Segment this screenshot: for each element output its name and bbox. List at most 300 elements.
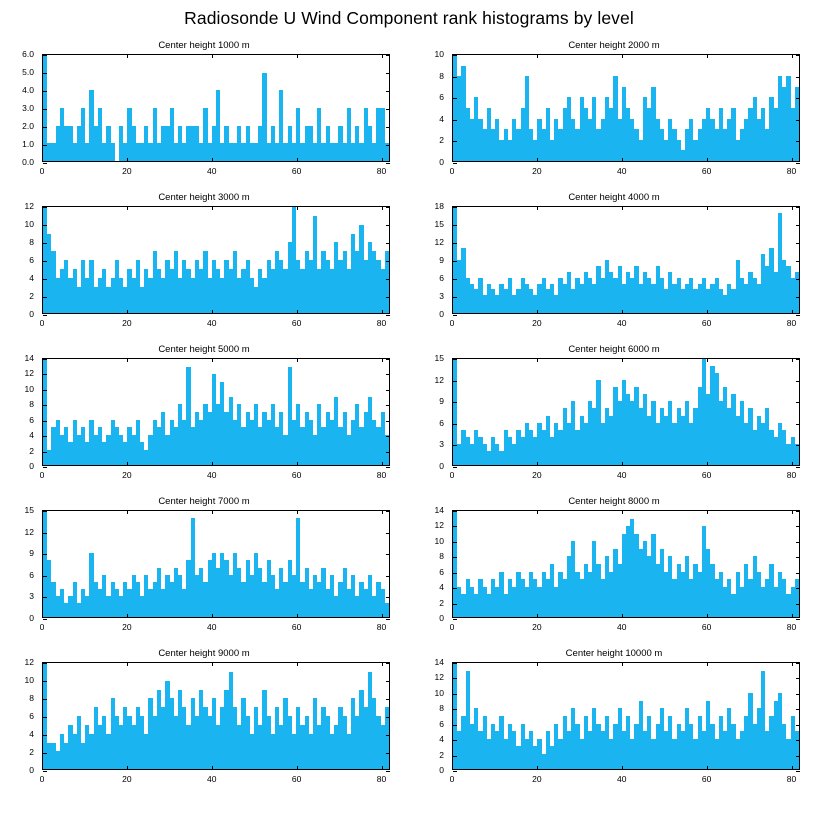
y-tick-mark	[386, 297, 390, 298]
bar-series	[43, 511, 389, 617]
x-tick-label: 40	[617, 774, 627, 784]
y-tick-label: 0	[29, 613, 34, 623]
y-tick-mark	[43, 717, 47, 718]
x-tick-mark	[452, 766, 453, 770]
y-tick-mark	[453, 740, 457, 741]
y-tick-mark	[453, 243, 457, 244]
y-tick-mark	[796, 725, 800, 726]
x-tick-mark	[537, 54, 538, 58]
x-tick-mark	[42, 158, 43, 162]
x-tick-mark	[707, 310, 708, 314]
y-tick-label: 9	[439, 255, 444, 265]
y-tick-label: 2	[29, 291, 34, 301]
y-tick-mark	[43, 315, 47, 316]
x-tick-mark	[212, 510, 213, 514]
y-tick-mark	[386, 91, 390, 92]
y-tick-mark	[453, 141, 457, 142]
x-tick-label: 0	[449, 166, 455, 176]
y-axis	[410, 49, 448, 167]
y-tick-mark	[386, 405, 390, 406]
chart-panel	[0, 648, 408, 798]
y-tick-label: 15	[434, 353, 444, 363]
y-tick-mark	[43, 753, 47, 754]
y-tick-mark	[386, 753, 390, 754]
y-tick-mark	[453, 557, 457, 558]
y-tick-label: 4	[29, 273, 34, 283]
x-tick-mark	[707, 510, 708, 514]
x-tick-mark	[42, 662, 43, 666]
x-tick-mark	[127, 206, 128, 210]
y-tick-label: 8	[439, 703, 444, 714]
x-tick-mark	[622, 206, 623, 210]
chart-panel	[0, 40, 408, 190]
x-tick-mark	[382, 158, 383, 162]
x-tick-mark	[297, 766, 298, 770]
panel-title: Center height 8000 m	[568, 496, 660, 507]
y-tick-label: 4	[439, 582, 444, 593]
y-tick-mark	[386, 771, 390, 772]
y-tick-label: 14	[24, 353, 34, 363]
y-tick-mark	[43, 452, 47, 453]
x-tick-mark	[42, 358, 43, 362]
y-tick-mark	[453, 467, 457, 468]
y-tick-mark	[796, 445, 800, 446]
y-axis	[410, 353, 448, 471]
y-tick-mark	[386, 554, 390, 555]
y-tick-mark	[386, 663, 390, 664]
y-tick-mark	[43, 145, 47, 146]
x-tick-label: 60	[291, 318, 302, 328]
bar-series	[43, 55, 389, 161]
y-tick-mark	[453, 445, 457, 446]
panel-title: Center height 5000 m	[158, 344, 250, 355]
x-tick-mark	[537, 462, 538, 466]
x-tick-mark	[382, 206, 383, 210]
y-tick-mark	[796, 542, 800, 543]
y-tick-mark	[453, 678, 457, 679]
y-tick-mark	[453, 402, 457, 403]
y-tick-mark	[453, 315, 457, 316]
y-tick-mark	[796, 120, 800, 121]
y-tick-mark	[43, 771, 47, 772]
y-tick-label: 6	[439, 718, 444, 729]
x-tick-mark	[622, 158, 623, 162]
y-tick-label: 0	[439, 765, 444, 775]
x-tick-mark	[297, 206, 298, 210]
y-tick-mark	[43, 243, 47, 244]
bar-series	[43, 207, 389, 313]
bar-series	[453, 207, 799, 313]
x-tick-label: 0	[449, 774, 455, 784]
y-tick-mark	[796, 297, 800, 298]
y-tick-label: 2	[29, 445, 34, 456]
y-tick-mark	[796, 55, 800, 56]
y-tick-label: 2	[29, 747, 34, 757]
y-axis	[0, 201, 38, 319]
y-tick-label: 8	[439, 551, 444, 562]
y-tick-mark	[453, 381, 457, 382]
x-tick-mark	[452, 206, 453, 210]
y-tick-mark	[43, 421, 47, 422]
y-tick-label: 6	[29, 255, 34, 265]
x-tick-mark	[212, 358, 213, 362]
y-tick-mark	[386, 452, 390, 453]
x-tick-label: 80	[376, 774, 387, 784]
y-tick-mark	[796, 663, 800, 664]
y-tick-mark	[796, 511, 800, 512]
x-tick-label: 40	[207, 774, 217, 784]
x-tick-label: 60	[291, 622, 302, 632]
bar	[795, 731, 799, 769]
y-tick-mark	[796, 709, 800, 710]
chart-panel	[0, 344, 408, 494]
y-tick-mark	[453, 771, 457, 772]
y-tick-mark	[453, 588, 457, 589]
y-tick-mark	[386, 421, 390, 422]
x-tick-mark	[382, 358, 383, 362]
y-tick-mark	[386, 127, 390, 128]
x-tick-mark	[127, 158, 128, 162]
x-tick-label: 80	[376, 166, 387, 176]
y-tick-mark	[43, 225, 47, 226]
y-tick-mark	[386, 511, 390, 512]
y-tick-label: 10	[434, 49, 444, 59]
x-tick-mark	[537, 662, 538, 666]
x-tick-label: 60	[291, 774, 302, 784]
x-tick-mark	[537, 510, 538, 514]
y-tick-mark	[453, 261, 457, 262]
y-tick-mark	[386, 243, 390, 244]
y-tick-mark	[43, 735, 47, 736]
y-tick-label: 10	[434, 687, 444, 698]
y-tick-label: 0	[439, 309, 444, 319]
y-tick-label: 12	[434, 374, 444, 385]
y-tick-mark	[386, 225, 390, 226]
y-tick-label: 2.0	[22, 121, 34, 131]
x-tick-mark	[707, 206, 708, 210]
chart-panel	[410, 344, 818, 494]
x-tick-mark	[127, 310, 128, 314]
y-tick-mark	[453, 526, 457, 527]
y-tick-mark	[386, 467, 390, 468]
x-tick-mark	[42, 310, 43, 314]
x-tick-mark	[537, 310, 538, 314]
y-tick-mark	[386, 390, 390, 391]
y-tick-label: 0.0	[22, 157, 34, 167]
x-tick-label: 80	[786, 622, 797, 632]
plot-area	[42, 510, 390, 618]
x-tick-label: 20	[122, 622, 132, 632]
y-tick-mark	[453, 511, 457, 512]
y-tick-label: 9	[29, 548, 34, 559]
y-tick-label: 0	[439, 613, 444, 623]
x-tick-mark	[297, 510, 298, 514]
y-tick-label: 8	[29, 399, 34, 410]
x-tick-mark	[127, 766, 128, 770]
y-tick-label: 14	[434, 657, 444, 667]
x-tick-mark	[537, 614, 538, 618]
y-tick-label: 15	[434, 219, 444, 229]
plot-area	[42, 662, 390, 770]
y-tick-mark	[796, 225, 800, 226]
x-tick-label: 0	[39, 318, 45, 328]
x-tick-mark	[707, 614, 708, 618]
x-tick-label: 60	[701, 470, 712, 480]
y-tick-mark	[796, 694, 800, 695]
y-tick-mark	[386, 436, 390, 437]
y-tick-label: 6	[439, 417, 444, 428]
bar-series	[453, 663, 799, 769]
x-tick-mark	[792, 358, 793, 362]
x-tick-mark	[792, 158, 793, 162]
x-tick-mark	[622, 462, 623, 466]
y-tick-mark	[386, 315, 390, 316]
y-tick-mark	[43, 163, 47, 164]
x-tick-label: 0	[39, 470, 45, 480]
y-tick-mark	[386, 207, 390, 208]
x-tick-mark	[42, 510, 43, 514]
y-tick-mark	[796, 141, 800, 142]
x-tick-label: 40	[207, 470, 217, 480]
x-tick-mark	[212, 54, 213, 58]
x-tick-label: 40	[617, 166, 627, 176]
x-tick-mark	[127, 614, 128, 618]
x-tick-mark	[42, 766, 43, 770]
y-tick-label: 4.0	[22, 85, 34, 95]
x-tick-mark	[212, 614, 213, 618]
y-tick-label: 18	[434, 201, 444, 211]
x-tick-label: 0	[39, 166, 45, 176]
y-tick-mark	[43, 619, 47, 620]
y-tick-mark	[386, 73, 390, 74]
x-tick-label: 20	[532, 166, 542, 176]
panel-title: Center height 3000 m	[158, 192, 250, 203]
x-tick-mark	[792, 54, 793, 58]
plot-area	[452, 206, 800, 314]
y-tick-mark	[386, 55, 390, 56]
y-tick-mark	[453, 120, 457, 121]
y-tick-label: 4	[439, 734, 444, 745]
x-tick-mark	[212, 662, 213, 666]
y-tick-mark	[796, 77, 800, 78]
x-tick-label: 20	[532, 622, 542, 632]
y-tick-label: 8	[439, 70, 444, 81]
y-tick-mark	[453, 694, 457, 695]
x-tick-label: 60	[701, 166, 712, 176]
y-tick-label: 3	[439, 439, 444, 450]
x-tick-mark	[452, 662, 453, 666]
x-tick-mark	[127, 662, 128, 666]
x-tick-label: 60	[291, 166, 302, 176]
y-tick-label: 12	[434, 520, 444, 531]
x-tick-label: 0	[449, 622, 455, 632]
x-tick-label: 60	[701, 622, 712, 632]
x-tick-mark	[382, 310, 383, 314]
panel-title: Center height 4000 m	[568, 192, 660, 203]
y-tick-mark	[796, 402, 800, 403]
x-tick-label: 60	[701, 774, 712, 784]
y-tick-label: 12	[24, 526, 34, 537]
y-tick-label: 15	[24, 505, 34, 515]
panel-title: Center height 9000 m	[158, 648, 250, 659]
bar-series	[453, 55, 799, 161]
y-tick-mark	[453, 163, 457, 164]
x-tick-mark	[537, 206, 538, 210]
bar	[111, 143, 115, 161]
y-tick-mark	[453, 359, 457, 360]
chart-panel	[0, 496, 408, 646]
y-tick-mark	[43, 91, 47, 92]
x-tick-label: 40	[207, 622, 217, 632]
y-tick-label: 10	[24, 383, 34, 394]
y-tick-label: 4	[29, 729, 34, 739]
y-tick-label: 6	[439, 92, 444, 103]
x-tick-label: 80	[376, 318, 387, 328]
y-tick-label: 12	[24, 201, 34, 211]
x-tick-label: 40	[617, 622, 627, 632]
x-tick-label: 80	[786, 470, 797, 480]
y-tick-mark	[43, 297, 47, 298]
x-tick-label: 80	[786, 166, 797, 176]
y-tick-mark	[43, 533, 47, 534]
y-tick-mark	[453, 663, 457, 664]
bar-series	[43, 663, 389, 769]
y-tick-mark	[43, 279, 47, 280]
bar	[385, 435, 389, 465]
y-tick-mark	[386, 533, 390, 534]
y-tick-mark	[796, 756, 800, 757]
y-tick-label: 8	[29, 237, 34, 247]
y-tick-label: 0	[29, 461, 34, 471]
x-tick-label: 40	[207, 166, 217, 176]
y-tick-mark	[796, 619, 800, 620]
bar	[385, 603, 389, 617]
y-tick-mark	[43, 55, 47, 56]
x-tick-mark	[127, 358, 128, 362]
x-tick-label: 20	[122, 166, 132, 176]
x-tick-label: 0	[39, 774, 45, 784]
chart-panel	[410, 192, 818, 342]
x-tick-mark	[622, 310, 623, 314]
y-tick-mark	[43, 511, 47, 512]
y-tick-mark	[453, 98, 457, 99]
bar-series	[43, 359, 389, 465]
x-tick-mark	[212, 310, 213, 314]
y-tick-mark	[453, 756, 457, 757]
x-tick-mark	[382, 510, 383, 514]
y-tick-mark	[796, 557, 800, 558]
y-tick-mark	[43, 405, 47, 406]
y-tick-mark	[43, 576, 47, 577]
y-tick-mark	[43, 109, 47, 110]
y-tick-mark	[796, 467, 800, 468]
x-tick-mark	[707, 766, 708, 770]
y-tick-label: 12	[24, 657, 34, 667]
y-tick-label: 0	[439, 157, 444, 167]
y-tick-mark	[386, 359, 390, 360]
y-tick-mark	[386, 109, 390, 110]
y-tick-mark	[386, 374, 390, 375]
x-tick-mark	[707, 662, 708, 666]
x-tick-mark	[212, 206, 213, 210]
x-tick-label: 0	[39, 622, 45, 632]
x-tick-mark	[452, 462, 453, 466]
x-tick-mark	[452, 510, 453, 514]
y-tick-mark	[796, 424, 800, 425]
x-tick-mark	[297, 310, 298, 314]
x-tick-mark	[452, 614, 453, 618]
y-tick-mark	[453, 55, 457, 56]
x-tick-mark	[537, 358, 538, 362]
y-axis	[410, 505, 448, 623]
x-tick-mark	[622, 510, 623, 514]
x-tick-mark	[622, 766, 623, 770]
x-tick-mark	[707, 358, 708, 362]
plot-area	[452, 510, 800, 618]
x-tick-label: 20	[122, 774, 132, 784]
y-tick-mark	[453, 604, 457, 605]
panel-title: Center height 1000 m	[158, 40, 250, 51]
x-tick-mark	[297, 54, 298, 58]
x-tick-mark	[127, 54, 128, 58]
x-tick-mark	[792, 310, 793, 314]
bar-series	[453, 359, 799, 465]
x-tick-mark	[42, 206, 43, 210]
page-title: Radiosonde U Wind Component rank histograms by level	[184, 8, 634, 28]
x-tick-mark	[452, 358, 453, 362]
y-tick-mark	[796, 315, 800, 316]
bar	[795, 444, 799, 465]
x-tick-mark	[42, 54, 43, 58]
y-tick-mark	[43, 436, 47, 437]
y-tick-label: 1.0	[22, 139, 34, 149]
x-tick-label: 0	[449, 318, 455, 328]
chart-panel	[410, 648, 818, 798]
y-tick-label: 0	[29, 765, 34, 775]
y-tick-mark	[386, 279, 390, 280]
x-tick-mark	[212, 462, 213, 466]
y-tick-label: 0	[29, 309, 34, 319]
x-tick-label: 20	[532, 470, 542, 480]
y-tick-label: 14	[434, 505, 444, 515]
y-tick-mark	[796, 243, 800, 244]
panel-title: Center height 10000 m	[565, 648, 663, 659]
y-tick-mark	[43, 207, 47, 208]
panel-title: Center height 2000 m	[568, 40, 660, 51]
x-tick-mark	[452, 54, 453, 58]
y-tick-mark	[453, 725, 457, 726]
y-tick-mark	[43, 681, 47, 682]
x-tick-mark	[42, 462, 43, 466]
y-tick-mark	[43, 467, 47, 468]
x-tick-label: 80	[376, 622, 387, 632]
y-tick-label: 12	[24, 368, 34, 379]
y-tick-label: 6	[29, 569, 34, 580]
plot-area	[452, 358, 800, 466]
y-tick-mark	[453, 297, 457, 298]
x-tick-mark	[127, 510, 128, 514]
y-tick-label: 6	[29, 414, 34, 425]
x-tick-mark	[297, 358, 298, 362]
y-tick-mark	[386, 699, 390, 700]
y-tick-mark	[796, 771, 800, 772]
y-tick-mark	[453, 207, 457, 208]
y-tick-mark	[43, 597, 47, 598]
y-tick-mark	[453, 542, 457, 543]
y-tick-mark	[43, 699, 47, 700]
chart-panel	[0, 192, 408, 342]
y-tick-mark	[43, 663, 47, 664]
